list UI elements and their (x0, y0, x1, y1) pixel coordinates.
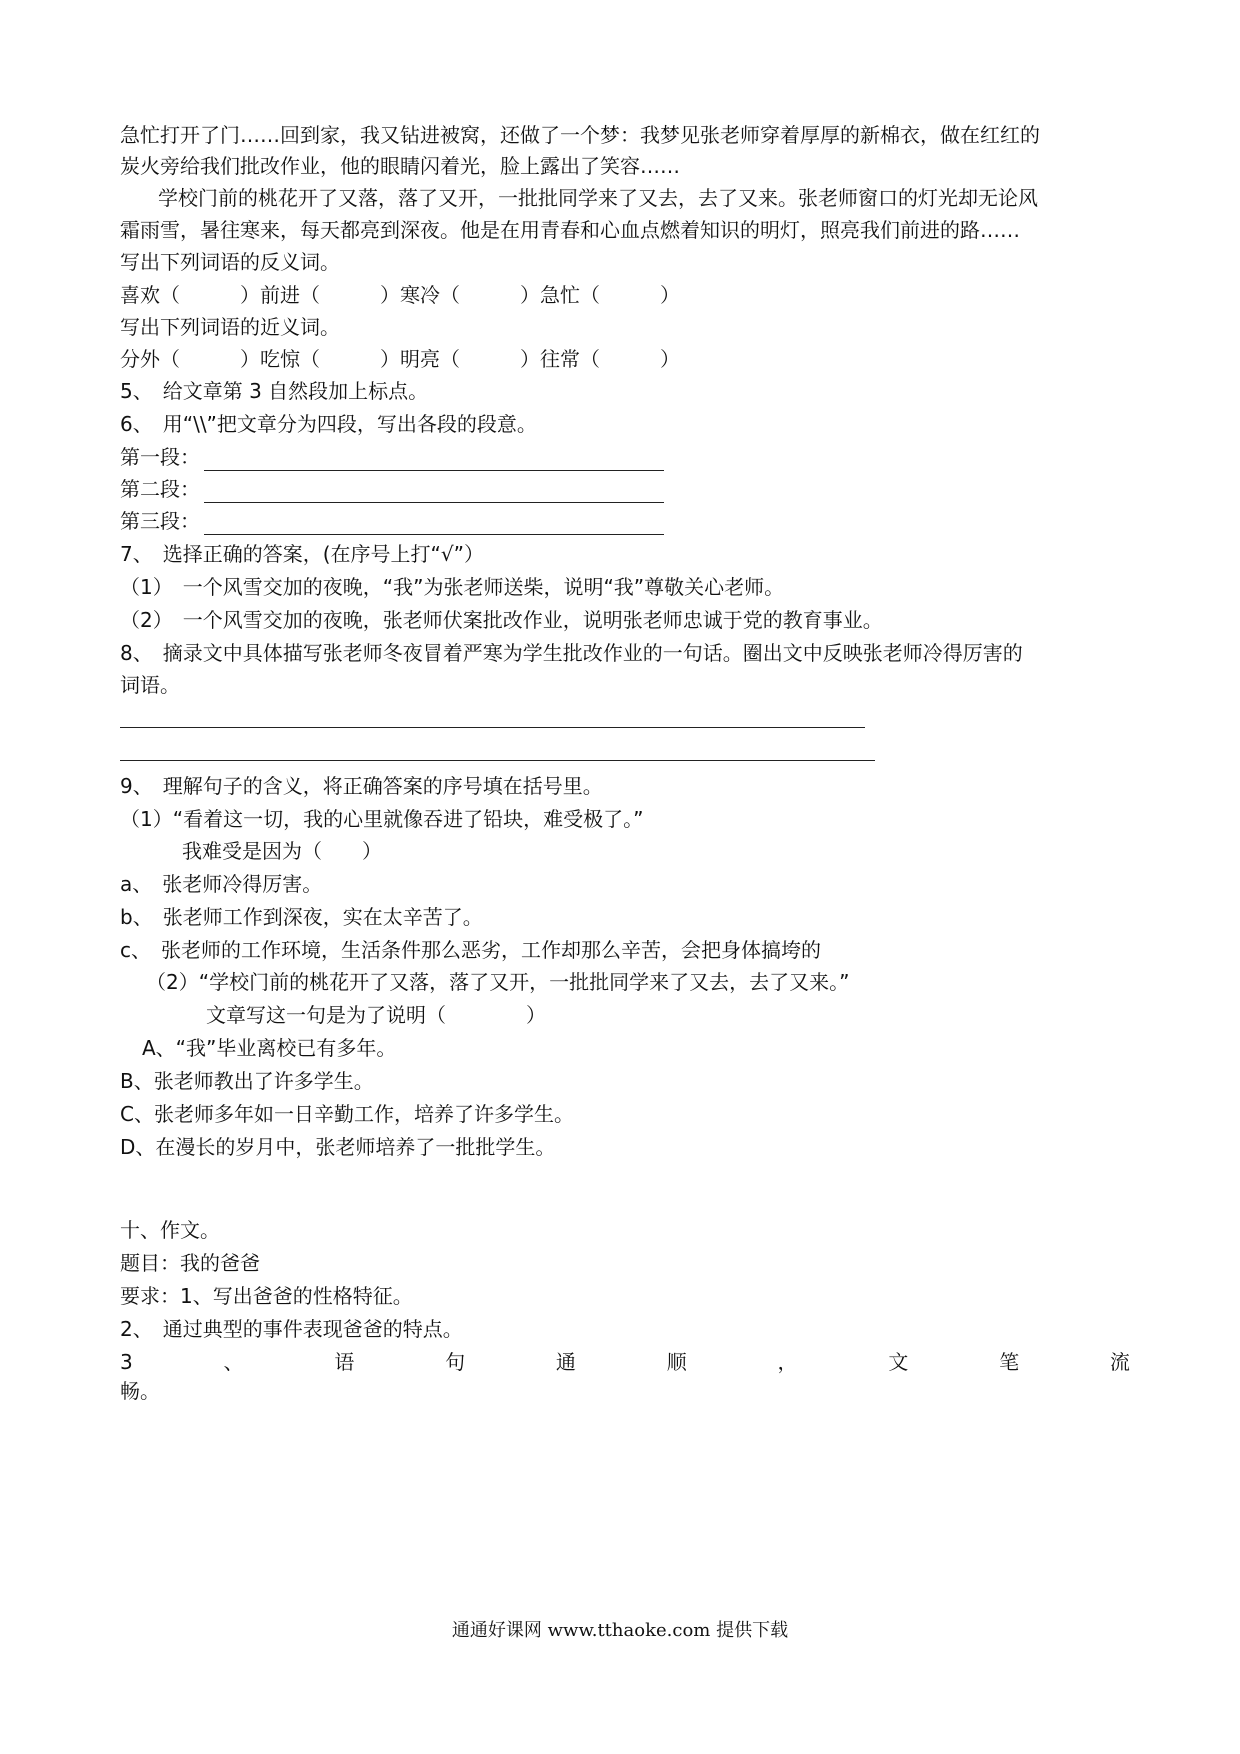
segment-3-answer-line[interactable] (204, 514, 664, 535)
question-7: 7、 选择正确的答案，(在序号上打“√”） (120, 542, 484, 566)
antonym-title: 写出下列词语的反义词。 (120, 250, 340, 274)
antonym-row: 喜欢（ ）前进（ ）寒冷（ ）急忙（ ） (120, 283, 680, 307)
requirement-3-char: 顺 (666, 1350, 687, 1374)
segment-3-label: 第三段： (120, 509, 200, 533)
question-9-option-c[interactable]: c、 张老师的工作环境，生活条件那么恶劣，工作却那么辛苦，会把身体搞垮的 (120, 938, 821, 962)
passage-line: 霜雨雪，暑往寒来，每天都亮到深夜。他是在用青春和心血点燃着知识的明灯，照亮我们前进的路…… (120, 218, 1020, 242)
requirement-3-char: 流 (1109, 1350, 1130, 1374)
question-6: 6、 用“\\”把文章分为四段，写出各段的段意。 (120, 412, 537, 436)
question-9: 9、 理解句子的含义，将正确答案的序号填在括号里。 (120, 774, 603, 798)
passage-line: 急忙打开了门……回到家，我又钻进被窝，还做了一个梦：我梦见张老师穿着厚厚的新棉衣，做在红红的 (120, 123, 1040, 147)
requirement-3-char: ， (777, 1350, 798, 1374)
synonym-title: 写出下列词语的近义词。 (120, 315, 340, 339)
question-7-option-1[interactable]: （1） 一个风雪交加的夜晚，“我”为张老师送柴，说明“我”尊敬关心老师。 (120, 575, 785, 599)
question-9-option-A[interactable]: A、“我”毕业离校已有多年。 (142, 1036, 397, 1060)
requirement-3-char: 句 (445, 1350, 466, 1374)
requirement-3-char: 、 (223, 1350, 244, 1374)
passage-line: 学校门前的桃花开了又落，落了又开，一批批同学来了又去，去了又来。张老师窗口的灯光却无论风 (158, 186, 1038, 210)
essay-topic: 题目：我的爸爸 (120, 1251, 260, 1275)
synonym-row: 分外（ ）吃惊（ ）明亮（ ）往常（ ） (120, 347, 680, 371)
essay-heading: 十、作文。 (120, 1218, 220, 1242)
question-9-option-D[interactable]: D、在漫长的岁月中，张老师培养了一批批学生。 (120, 1135, 556, 1159)
question-9-prompt-2: 文章写这一句是为了说明（ ） (206, 1003, 546, 1027)
question-9-option-B[interactable]: B、张老师教出了许多学生。 (120, 1069, 374, 1093)
essay-requirement-3-end: 畅。 (120, 1379, 160, 1403)
requirement-3-char: 3 (120, 1350, 133, 1374)
requirement-3-char: 文 (888, 1350, 909, 1374)
segment-1-row (120, 443, 664, 471)
essay-requirement-1: 要求：1、写出爸爸的性格特征。 (120, 1284, 413, 1308)
question-8-line: 8、 摘录文中具体描写张老师冬夜冒着严寒为学生批改作业的一句话。圈出文中反映张老师冷得厉害的 (120, 641, 1023, 665)
question-9-option-b[interactable]: b、 张老师工作到深夜，实在太辛苦了。 (120, 905, 483, 929)
question-5: 5、 给文章第 3 自然段加上标点。 (120, 379, 429, 403)
essay-requirement-2: 2、 通过典型的事件表现爸爸的特点。 (120, 1317, 463, 1341)
question-8-answer-line[interactable] (120, 727, 865, 728)
question-7-option-2[interactable]: （2） 一个风雪交加的夜晚，张老师伏案批改作业，说明张老师忠诚于党的教育事业。 (120, 608, 883, 632)
requirement-3-char: 语 (334, 1350, 355, 1374)
segment-3-row (120, 507, 664, 535)
segment-2-label: 第二段： (120, 477, 200, 501)
question-9-sentence-1: （1）“看着这一切，我的心里就像吞进了铅块，难受极了。” (120, 807, 644, 831)
segment-2-answer-line[interactable] (204, 482, 664, 503)
segment-1-answer-line[interactable] (204, 450, 664, 471)
question-8-answer-line[interactable] (120, 760, 875, 761)
requirement-3-char: 通 (555, 1350, 576, 1374)
question-9-option-a[interactable]: a、 张老师冷得厉害。 (120, 872, 323, 896)
requirement-3-char: 笔 (999, 1350, 1020, 1374)
question-8-line: 词语。 (120, 673, 180, 697)
passage-line: 炭火旁给我们批改作业，他的眼睛闪着光，脸上露出了笑容…… (120, 154, 680, 178)
segment-2-row (120, 475, 664, 503)
question-9-sentence-2: （2）“学校门前的桃花开了又落，落了又开，一批批同学来了又去，去了又来。” (146, 970, 850, 994)
page-footer: 通通好课网 www.tthaoke.com 提供下载 (451, 1620, 789, 1641)
question-9-option-C[interactable]: C、张老师多年如一日辛勤工作，培养了许多学生。 (120, 1102, 574, 1126)
question-9-prompt-1: 我难受是因为（ ） (182, 839, 382, 863)
essay-requirement-3 (120, 1348, 1130, 1376)
segment-1-label: 第一段： (120, 445, 200, 469)
